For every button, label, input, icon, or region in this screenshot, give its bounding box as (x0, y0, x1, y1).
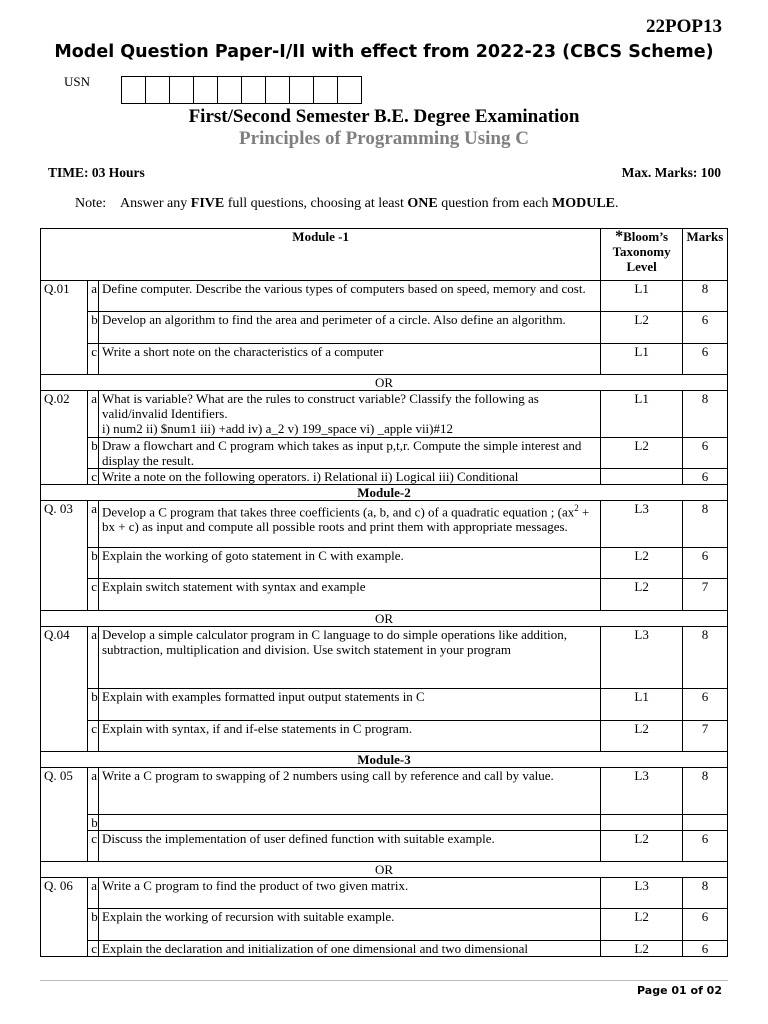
part-label: b (88, 438, 99, 469)
table-row (41, 627, 728, 689)
marks: 6 (682, 548, 727, 579)
part-label: c (88, 469, 99, 485)
time-allowed: TIME: 03 Hours (48, 165, 145, 180)
bloom-level: L2 (601, 831, 683, 862)
marks: 6 (682, 689, 727, 721)
question-text: Develop an algorithm to find the area and perimeter of a circle. Also define an algorithm. (98, 312, 600, 344)
or-divider: OR (41, 611, 728, 627)
bloom-level: L2 (601, 909, 683, 941)
table-row (41, 721, 728, 752)
marks: 8 (682, 391, 727, 438)
marks-header: Marks (682, 229, 727, 281)
question-text-line: i) num2 ii) $num1 iii) +add iv) a_2 v) 199_space vi) _apple vii)#12 (101, 421, 453, 436)
note-emphasis: MODULE (552, 196, 616, 211)
bloom-level: L1 (601, 391, 683, 438)
note-part: . (615, 196, 619, 211)
marks: 6 (682, 909, 727, 941)
question-text-line: What is variable? What are the rules to construct variable? Classify the following as valid/invalid Identifiers. (101, 391, 539, 421)
usn-box (145, 76, 170, 104)
title-main: Model Question Paper-I/II with effect from 2022-23 ( (54, 42, 571, 62)
table-row (41, 878, 728, 909)
question-number: Q. 06 (41, 878, 88, 957)
question-text: Explain the working of recursion with suitable example. (98, 909, 600, 941)
part-label: c (88, 721, 99, 752)
marks: 6 (682, 312, 727, 344)
part-label: a (88, 281, 99, 312)
or-divider: OR (41, 862, 728, 878)
usn-box (337, 76, 362, 104)
part-label: c (88, 941, 99, 957)
part-label: a (88, 878, 99, 909)
marks: 7 (682, 579, 727, 611)
question-text: Write a note on the following operators. i) Relational ii) Logical iii) Conditional (98, 469, 600, 485)
question-text (98, 815, 600, 831)
question-text: Explain with examples formatted input output statements in C (98, 689, 600, 721)
bloom-level: L3 (601, 878, 683, 909)
part-label: a (88, 627, 99, 689)
max-marks: Max. Marks: 100 (621, 165, 721, 180)
question-text: Write a C program to swapping of 2 numbers using call by reference and call by value. (98, 768, 600, 815)
marks: 6 (682, 469, 727, 485)
bloom-level: L1 (601, 689, 683, 721)
marks: 8 (682, 627, 727, 689)
usn-label: USN (64, 74, 91, 89)
bloom-header-line: Level (626, 259, 657, 274)
marks: 6 (682, 438, 727, 469)
table-row (41, 438, 728, 469)
usn-box (289, 76, 314, 104)
question-text: Write a short note on the characteristics of a computer (98, 344, 600, 375)
footer-divider (40, 980, 728, 981)
usn-box (169, 76, 194, 104)
question-text: Draw a flowchart and C program which takes as input p,t,r. Compute the simple interest and display the result. (98, 438, 600, 469)
note-part: full questions, choosing at least (224, 196, 408, 211)
or-divider: OR (41, 375, 728, 391)
star-mark: * (615, 228, 624, 245)
marks: 8 (682, 768, 727, 815)
question-table (40, 228, 728, 957)
marks: 8 (682, 281, 727, 312)
question-text (98, 391, 600, 438)
usn-box (217, 76, 242, 104)
part-label: c (88, 831, 99, 862)
paper-title (0, 42, 768, 62)
table-row (41, 501, 728, 548)
part-label: b (88, 815, 99, 831)
part-label: b (88, 689, 99, 721)
marks: 6 (682, 344, 727, 375)
module-1-heading: Module -1 (41, 229, 601, 281)
or-row (41, 611, 728, 627)
part-label: a (88, 768, 99, 815)
note-emphasis: FIVE (190, 196, 225, 211)
question-number: Q.04 (41, 627, 88, 752)
part-label: c (88, 579, 99, 611)
note-part: Answer any (120, 196, 191, 211)
usn-box (193, 76, 218, 104)
part-label: b (88, 312, 99, 344)
subject-title: Principles of Programming Using C (239, 128, 529, 149)
module-3-heading: Module-3 (41, 752, 728, 768)
marks: 6 (682, 831, 727, 862)
part-label: c (88, 344, 99, 375)
note-text (120, 196, 619, 212)
part-label: a (88, 501, 99, 548)
or-row (41, 375, 728, 391)
question-text-part: Develop a C program that takes three coefficients (a, b, and c) of a quadratic equation ; (ax (101, 504, 575, 520)
marks: 8 (682, 878, 727, 909)
usn-box (121, 76, 146, 104)
bloom-level: L3 (601, 627, 683, 689)
question-text: Explain the working of goto statement in C with example. (98, 548, 600, 579)
note-emphasis: ONE (407, 196, 438, 211)
question-text: Write a C program to find the product of two given matrix. (98, 878, 600, 909)
superscript: 2 (574, 503, 579, 513)
paper-code: 22POP13 (646, 16, 722, 37)
bloom-level: L1 (601, 344, 683, 375)
bloom-level: L2 (601, 721, 683, 752)
bloom-level: L1 (601, 281, 683, 312)
bloom-level: L2 (601, 548, 683, 579)
part-label: a (88, 391, 99, 438)
module-2-heading: Module-2 (41, 485, 728, 501)
part-label: b (88, 909, 99, 941)
table-row (41, 281, 728, 312)
bloom-level-header (601, 229, 683, 281)
marks: 6 (682, 941, 727, 957)
bloom-header-line: Taxonomy (612, 244, 671, 259)
bloom-level (601, 469, 683, 485)
table-row (41, 909, 728, 941)
part-label: b (88, 548, 99, 579)
bloom-level (601, 815, 683, 831)
title-scheme: CBCS Scheme) (570, 42, 714, 62)
table-row (41, 391, 728, 438)
question-number: Q.02 (41, 391, 88, 485)
usn-box (265, 76, 290, 104)
table-row (41, 579, 728, 611)
module-row (41, 485, 728, 501)
question-text: Explain the declaration and initialization of one dimensional and two dimensional (98, 941, 600, 957)
marks: 7 (682, 721, 727, 752)
table-row (41, 469, 728, 485)
table-row (41, 312, 728, 344)
question-text: Develop a simple calculator program in C language to do simple operations like addition, subtraction, multiplication and division. Use switch statement in your program (98, 627, 600, 689)
bloom-level: L2 (601, 579, 683, 611)
table-row (41, 548, 728, 579)
exam-title: First/Second Semester B.E. Degree Examination (188, 106, 580, 127)
marks: 8 (682, 501, 727, 548)
table-row (41, 815, 728, 831)
question-text (98, 501, 600, 548)
usn-boxes (122, 76, 362, 104)
table-row (41, 344, 728, 375)
question-text-part: + bx + c) as input and compute all possible roots and print them with appropriate messages. (101, 504, 590, 535)
usn-box (313, 76, 338, 104)
table-row (41, 831, 728, 862)
note-label: Note: (75, 196, 107, 211)
question-text: Explain with syntax, if and if-else statements in C program. (98, 721, 600, 752)
bloom-header-line: Bloom’s (623, 229, 669, 244)
question-text: Explain switch statement with syntax and example (98, 579, 600, 611)
bloom-level: L2 (601, 312, 683, 344)
module-row (41, 752, 728, 768)
question-text: Define computer. Describe the various types of computers based on speed, memory and cost. (98, 281, 600, 312)
bloom-level: L2 (601, 438, 683, 469)
question-number: Q.01 (41, 281, 88, 375)
table-row (41, 768, 728, 815)
page-number: Page 01 of 02 (637, 984, 722, 997)
bloom-level: L3 (601, 501, 683, 548)
marks (682, 815, 727, 831)
usn-box (241, 76, 266, 104)
note-part: question from each (437, 196, 553, 211)
table-row (41, 941, 728, 957)
question-text: Discuss the implementation of user defined function with suitable example. (98, 831, 600, 862)
bloom-level: L3 (601, 768, 683, 815)
question-number: Q. 05 (41, 768, 88, 862)
table-row (41, 689, 728, 721)
or-row (41, 862, 728, 878)
question-number: Q. 03 (41, 501, 88, 611)
table-header-row (41, 229, 728, 281)
bloom-level: L2 (601, 941, 683, 957)
